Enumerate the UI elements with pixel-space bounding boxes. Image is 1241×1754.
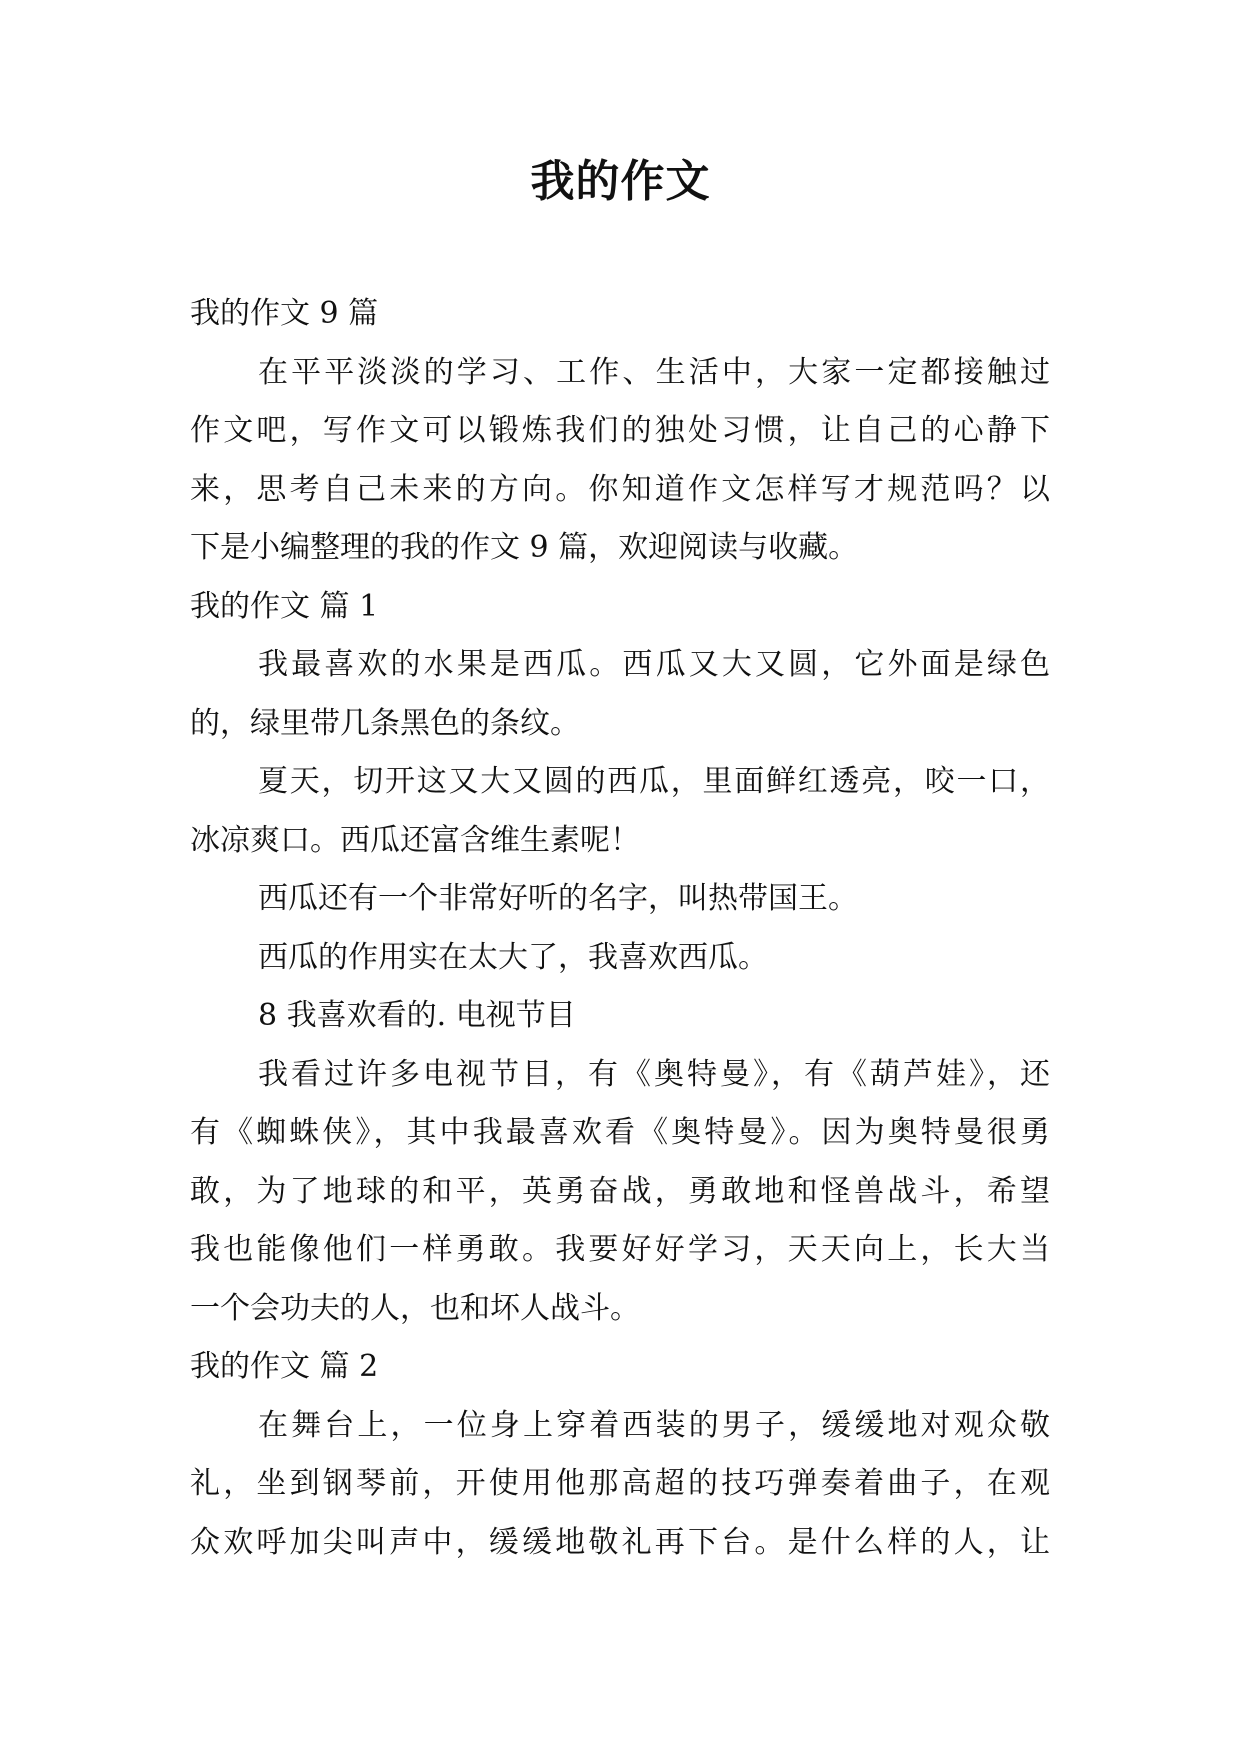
text-line: 众欢呼加尖叫声中，缓缓地敬礼再下台。是什么样的人，让	[190, 1524, 1050, 1560]
text-line: 来，思考自己未来的方向。你知道作文怎样写才规范吗？以	[190, 471, 1050, 507]
text-line: 我看过许多电视节目，有《奥特曼》，有《葫芦娃》，还	[258, 1056, 1050, 1092]
text-line: 我的作文 9 篇	[190, 296, 379, 331]
text-line: 有《蜘蛛侠》，其中我最喜欢看《奥特曼》。因为奥特曼很勇	[190, 1115, 1050, 1150]
text-line: 一个会功夫的人，也和坏人战斗。	[190, 1290, 640, 1326]
text-line: 的，绿里带几条黑色的条纹。	[190, 705, 580, 741]
text-line: 我最喜欢的水果是西瓜。西瓜又大又圆，它外面是绿色	[258, 647, 1050, 682]
text-line: 敢，为了地球的和平，英勇奋战，勇敢地和怪兽战斗，希望	[190, 1173, 1050, 1209]
section-heading: 我的作文 篇 2	[190, 1349, 379, 1384]
section-heading: 我的作文 篇 1	[190, 588, 379, 624]
document-title: 我的作文	[530, 156, 711, 207]
text-line: 西瓜的作用实在太大了，我喜欢西瓜。	[258, 939, 768, 975]
text-line: 作文吧，写作文可以锻炼我们的独处习惯，让自己的心静下	[190, 413, 1050, 448]
text-line: 我也能像他们一样勇敢。我要好好学习，天天向上，长大当	[190, 1232, 1050, 1267]
text-line: 在舞台上，一位身上穿着西装的男子，缓缓地对观众敬	[258, 1407, 1050, 1443]
text-line: 在平平淡淡的学习、工作、生活中，大家一定都接触过	[258, 354, 1050, 390]
text-line: 西瓜还有一个非常好听的名字，叫热带国王。	[258, 881, 858, 916]
text-line: 冰凉爽口。西瓜还富含维生素呢！	[190, 822, 640, 858]
text-line: 礼，坐到钢琴前，开使用他那高超的技巧弹奏着曲子，在观	[190, 1466, 1050, 1501]
text-line: 夏天，切开这又大又圆的西瓜，里面鲜红透亮，咬一口，	[258, 764, 1050, 799]
text-line: 8 我喜欢看的. 电视节目	[258, 998, 576, 1033]
document-body	[190, 285, 1050, 1572]
text-line: 下是小编整理的我的作文 9 篇，欢迎阅读与收藏。	[190, 530, 859, 565]
